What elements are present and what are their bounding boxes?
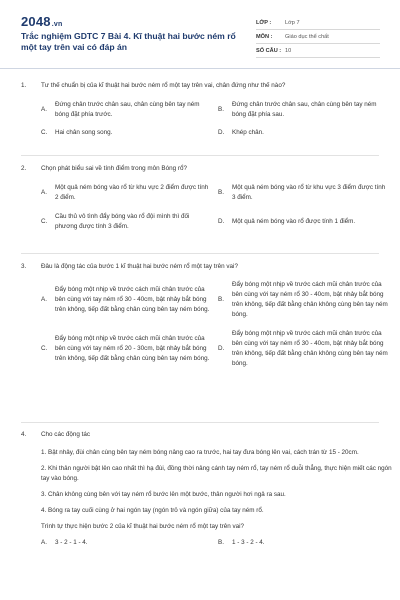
header-divider xyxy=(0,68,400,69)
question-number: 2. xyxy=(21,165,27,172)
meta-subject: MÔN : Giáo dục thể chất xyxy=(256,30,380,44)
question-1 xyxy=(21,81,393,138)
quiz-meta xyxy=(256,16,380,58)
option-c[interactable]: C. Đẩy bóng một nhịp về trước cách mũi chân trước của bên cùng với tay ném rổ 20 - 30cm, bật nhảy bắt bóng trên không, tiếp đất bằng chân cùng bên tay ném bóng. xyxy=(41,335,210,362)
option-b[interactable]: B. Đứng chân trước chân sau, chân cùng bên tay ném bóng đặt phía sau. xyxy=(218,101,377,118)
question-2 xyxy=(21,164,393,232)
page-header xyxy=(0,0,400,64)
option-c[interactable]: C. Cầu thủ vô tình đẩy bóng vào rổ đội mình thì đối phương được tính 3 điểm. xyxy=(41,213,190,230)
question-divider xyxy=(21,422,379,423)
question-divider xyxy=(21,155,379,156)
option-a[interactable]: A. Đẩy bóng một nhịp về trước cách mũi chân trước của bên cùng với tay ném rổ 30 - 40cm, bật nhảy bắt bóng trên không, tiếp đất bằng chân cùng bên tay ném bóng. xyxy=(41,286,210,313)
statement-item: 2. Khi thân người bật lên cao nhất thì hạ đùi, đồng thời nâng cánh tay ném rổ, tay ném rổ duỗi thẳng, thực hiện miết các ngón tay vào bóng. xyxy=(41,465,392,482)
option-a[interactable]: A. Một quả ném bóng vào rổ từ khu vực 2 điểm được tính 2 điểm. xyxy=(41,184,209,201)
option-d[interactable]: D. Một quả ném bóng vào rổ được tính 1 điểm. xyxy=(218,218,356,225)
meta-count: SỐ CÂU : 10 xyxy=(256,44,380,58)
statement-item: 4. Bóng ra tay cuối cùng ở hai ngón tay (ngón trỏ và ngón giữa) của tay ném rổ. xyxy=(41,507,264,514)
question-3 xyxy=(21,262,393,369)
option-b[interactable]: B. 1 - 3 - 2 - 4. xyxy=(218,539,265,546)
question-text: Cho các động tác xyxy=(41,431,91,438)
statement-list xyxy=(41,448,393,532)
option-c[interactable]: C. Hai chân song song. xyxy=(41,129,113,136)
question-number: 3. xyxy=(21,263,27,270)
statement-item: 1. Bật nhảy, đùi chân cùng bên tay ném bóng nâng cao ra trước, hai tay đưa bóng lên vai, cách trán từ 15 - 20cm. xyxy=(41,449,359,456)
option-a[interactable]: A. Đứng chân trước chân sau, chân cùng bên tay ném bóng đặt phía trước. xyxy=(41,101,200,118)
statement-item: 3. Chân không cùng bên với tay ném rổ bước lên một bước, thân người hơi ngả ra sau. xyxy=(41,491,286,498)
option-b[interactable]: B. Đẩy bóng một nhịp về trước cách mũi chân trước của bên cùng với tay ném rổ 30 - 40cm, bật nhảy bắt bóng trên không, tiếp đất bằng chân không cùng bên tay ném bóng. xyxy=(218,281,388,318)
question-text: Tư thế chuẩn bị của kĩ thuật hai bước ném rổ một tay trên vai, chân đứng như thế nào? xyxy=(41,82,286,89)
question-text: Chọn phát biểu sai về tính điểm trong môn Bóng rổ? xyxy=(41,165,187,172)
question-text: Đâu là động tác của bước 1 kĩ thuật hai bước ném rổ một tay trên vai? xyxy=(41,263,238,270)
option-d[interactable]: D. Đẩy bóng một nhịp về trước cách mũi chân trước của bên cùng với tay ném rổ 30 - 40cm, bật nhảy bắt bóng trên không, tiếp đất bằng chân không cùng bên tay ném bóng. xyxy=(218,330,388,367)
meta-class: LỚP : Lớp 7 xyxy=(256,16,380,30)
option-d[interactable]: D. Khép chân. xyxy=(218,129,264,136)
site-logo[interactable]: 2048.vn xyxy=(21,14,63,29)
question-prompt: Trình tự thực hiện bước 2 của kĩ thuật hai bước ném rổ một tay trên vai? xyxy=(41,523,245,530)
question-divider xyxy=(21,253,379,254)
option-b[interactable]: B. Một quả ném bóng vào rổ từ khu vực 3 điểm được tính 3 điểm. xyxy=(218,184,386,201)
question-number: 1. xyxy=(21,82,27,89)
page-title: Trắc nghiệm GDTC 7 Bài 4. Kĩ thuật hai bước ném rổ một tay trên vai có đáp án xyxy=(21,31,236,52)
option-a[interactable]: A. 3 - 2 - 1 - 4. xyxy=(41,539,88,546)
question-number: 4. xyxy=(21,431,27,438)
question-4 xyxy=(21,430,393,548)
